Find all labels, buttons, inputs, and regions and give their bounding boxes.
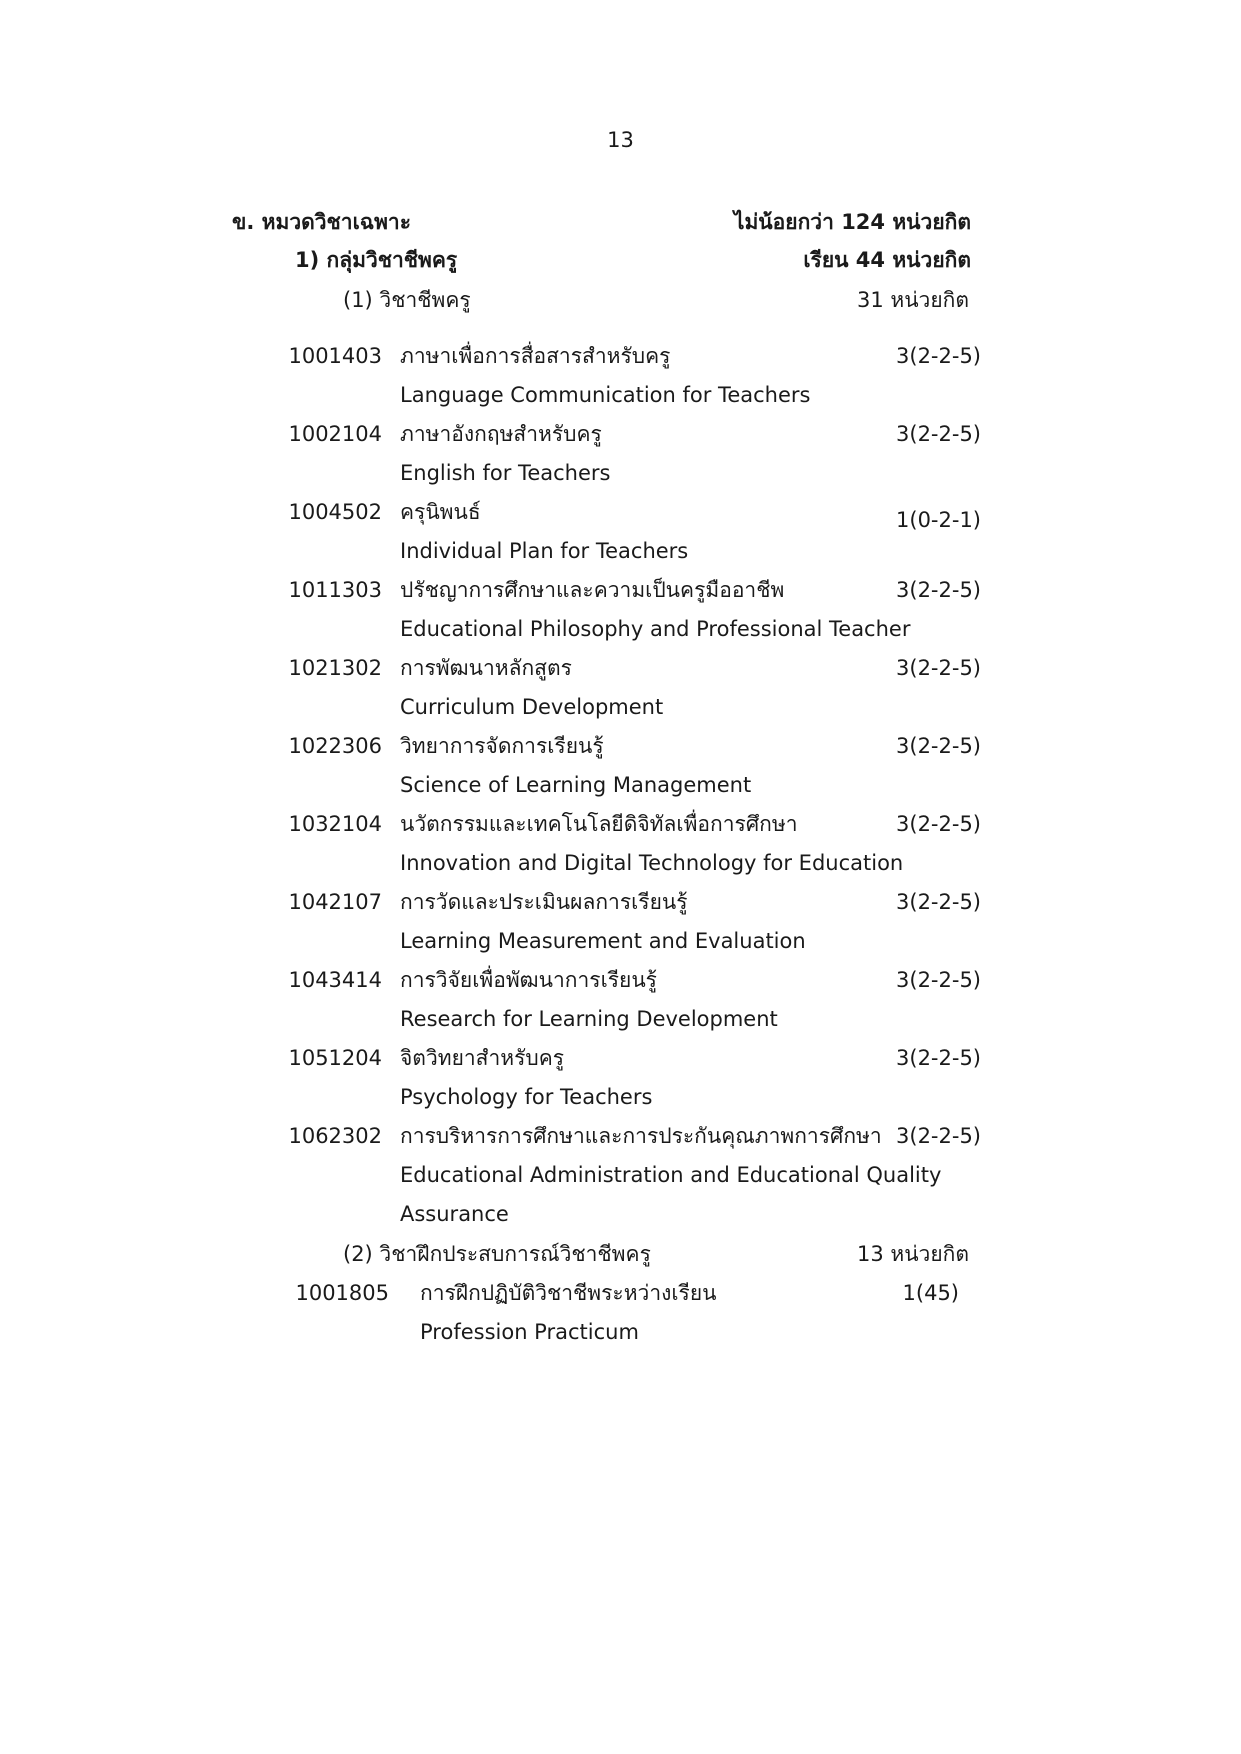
course-name-en: Psychology for Teachers — [400, 1085, 653, 1109]
course-row — [0, 654, 1241, 682]
course-name-th: ปรัชญาการศึกษาและความเป็นครูมืออาชีพ — [400, 578, 785, 602]
course-name-en: Profession Practicum — [420, 1320, 639, 1344]
page-number: 13 — [607, 128, 634, 152]
course-name-th: จิตวิทยาสำหรับครู — [400, 1046, 565, 1070]
course-name-th: ครุนิพนธ์ — [400, 500, 481, 524]
course-name-th: ภาษาเพื่อการสื่อสารสำหรับครู — [400, 344, 671, 368]
subgroup2-credits: 13 หน่วยกิต — [856, 1242, 969, 1266]
group-title: 1) กลุ่มวิชาชีพครู — [295, 248, 458, 272]
course-name-th: การพัฒนาหลักสูตร — [400, 656, 572, 680]
course-name-en: Individual Plan for Teachers — [400, 539, 689, 563]
course-credit: 3(2-2-5) — [896, 734, 981, 758]
subgroup2-heading — [0, 1240, 1241, 1268]
course-english-row — [0, 615, 1241, 643]
course-name-th: นวัตกรรมและเทคโนโลยีดิจิทัลเพื่อการศึกษา — [400, 812, 798, 836]
course-code: 1002104 — [288, 422, 382, 446]
course-name-en: Innovation and Digital Technology for Education — [400, 851, 904, 875]
course-credit: 3(2-2-5) — [896, 1124, 981, 1148]
course-code: 1043414 — [288, 968, 382, 992]
course-name-th: การวัดและประเมินผลการเรียนรู้ — [400, 890, 688, 914]
course-name-en: Curriculum Development — [400, 695, 664, 719]
course-name-th: การวิจัยเพื่อพัฒนาการเรียนรู้ — [400, 968, 657, 992]
course-english-row — [0, 849, 1241, 877]
course-code: 1001805 — [295, 1281, 389, 1305]
course-english-row — [0, 1083, 1241, 1111]
group-heading — [0, 246, 1241, 274]
course-name-th: ภาษาอังกฤษสำหรับครู — [400, 422, 602, 446]
course-name-en: English for Teachers — [400, 461, 611, 485]
course-credit: 3(2-2-5) — [896, 890, 981, 914]
course-name-th: การบริหารการศึกษาและการประกันคุณภาพการศึกษา — [400, 1124, 882, 1148]
course-credit: 1(45) — [902, 1281, 959, 1305]
practicum-english-row — [0, 1318, 1241, 1346]
subgroup1-title: (1) วิชาชีพครู — [343, 288, 471, 312]
course-code: 1022306 — [288, 734, 382, 758]
course-english-row — [0, 771, 1241, 799]
course-row — [0, 888, 1241, 916]
course-name-en: Science of Learning Management — [400, 773, 752, 797]
course-code: 1021302 — [288, 656, 382, 680]
course-name-en: Educational Administration and Educational Quality — [400, 1163, 942, 1187]
course-name-en: Research for Learning Development — [400, 1007, 778, 1031]
course-credit: 3(2-2-5) — [896, 422, 981, 446]
course-name-en: Educational Philosophy and Professional Teacher — [400, 617, 911, 641]
course-credit: 3(2-2-5) — [896, 812, 981, 836]
course-english-row — [0, 693, 1241, 721]
course-row — [0, 1122, 1241, 1150]
course-code: 1032104 — [288, 812, 382, 836]
course-english-row — [0, 381, 1241, 409]
course-row — [0, 498, 1241, 532]
course-code: 1011303 — [288, 578, 382, 602]
category-heading — [0, 208, 1241, 236]
course-row — [0, 810, 1241, 838]
course-name-en: Learning Measurement and Evaluation — [400, 929, 806, 953]
course-code: 1001403 — [288, 344, 382, 368]
subgroup2-title: (2) วิชาฝึกประสบการณ์วิชาชีพครู — [343, 1242, 651, 1266]
course-name-en-continuation: Assurance — [400, 1202, 509, 1226]
course-code: 1004502 — [288, 500, 382, 524]
course-credit: 3(2-2-5) — [896, 656, 981, 680]
course-english-continuation-row — [0, 1200, 1241, 1228]
course-name-th: วิทยาการจัดการเรียนรู้ — [400, 734, 604, 758]
category-requirement: ไม่น้อยกว่า 124 หน่วยกิต — [733, 210, 971, 234]
course-english-row — [0, 537, 1241, 565]
practicum-row — [0, 1279, 1241, 1307]
course-credit: 3(2-2-5) — [896, 968, 981, 992]
course-english-row — [0, 1005, 1241, 1033]
course-code: 1051204 — [288, 1046, 382, 1070]
course-row — [0, 576, 1241, 604]
course-english-row — [0, 459, 1241, 487]
course-credit: 3(2-2-5) — [896, 344, 981, 368]
subgroup1-credits: 31 หน่วยกิต — [856, 288, 969, 312]
course-credit: 1(0-2-1) — [896, 508, 981, 532]
course-name-en: Language Communication for Teachers — [400, 383, 811, 407]
course-row — [0, 732, 1241, 760]
course-row — [0, 966, 1241, 994]
course-row — [0, 1044, 1241, 1072]
course-code: 1062302 — [288, 1124, 382, 1148]
course-name-th: การฝึกปฏิบัติวิชาชีพระหว่างเรียน — [420, 1281, 717, 1305]
category-title: ข. หมวดวิชาเฉพาะ — [232, 210, 411, 234]
subgroup1-heading — [0, 286, 1241, 314]
group-requirement: เรียน 44 หน่วยกิต — [803, 248, 971, 272]
course-code: 1042107 — [288, 890, 382, 914]
course-row — [0, 420, 1241, 448]
course-credit: 3(2-2-5) — [896, 578, 981, 602]
course-english-row — [0, 1161, 1241, 1189]
course-english-row — [0, 927, 1241, 955]
course-credit: 3(2-2-5) — [896, 1046, 981, 1070]
course-row — [0, 342, 1241, 370]
